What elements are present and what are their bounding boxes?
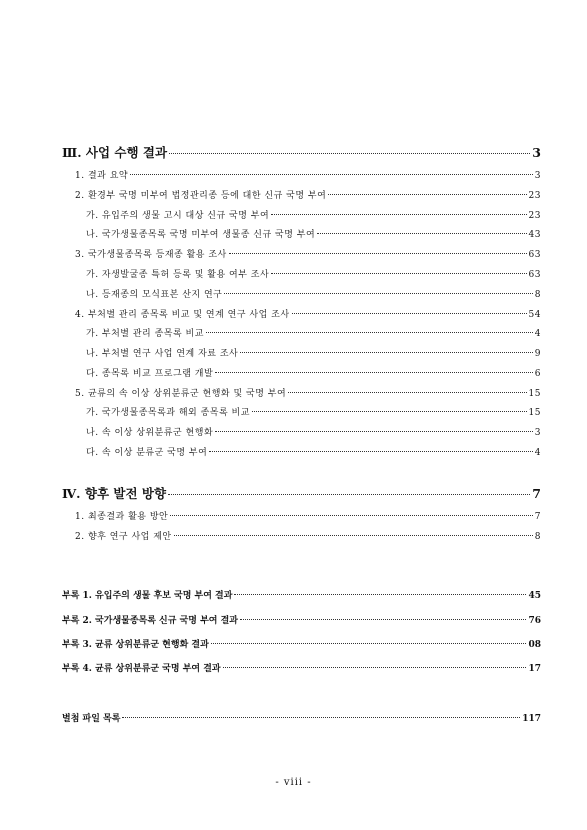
dot-leader xyxy=(271,273,526,274)
toc-subitem[interactable] xyxy=(86,287,541,300)
toc-item-label: 1. 결과 요약 xyxy=(75,171,129,181)
dot-leader xyxy=(223,667,527,668)
toc-page-number: 43 xyxy=(528,230,541,240)
toc-page-number: 4 xyxy=(534,329,541,339)
toc-page-number: 08 xyxy=(528,640,541,650)
toc-page-number: 15 xyxy=(528,408,541,418)
toc-page-number: 3 xyxy=(532,145,541,160)
toc-page-number: 3 xyxy=(534,171,541,181)
toc-section-3[interactable] xyxy=(62,143,541,161)
dot-leader xyxy=(170,515,533,516)
toc-page-number: 7 xyxy=(532,486,541,501)
toc-page-number: 76 xyxy=(528,616,541,626)
toc-section-title: Ⅲ. 사업 수행 결과 xyxy=(62,145,168,160)
toc-appendix[interactable] xyxy=(62,637,541,650)
dot-leader xyxy=(240,352,533,353)
toc-page-number: 15 xyxy=(528,389,541,399)
toc-subitem[interactable] xyxy=(86,227,541,240)
toc-page-number: 9 xyxy=(534,349,541,359)
toc-page-number: 8 xyxy=(534,290,541,300)
toc-item[interactable] xyxy=(75,386,541,399)
toc-page-number: 63 xyxy=(528,270,541,280)
toc-item-label: 나. 속 이상 상위분류군 현행화 xyxy=(86,428,214,438)
toc-section-4[interactable] xyxy=(62,484,541,502)
toc-page-number: 63 xyxy=(528,250,541,260)
toc-page-number: 7 xyxy=(534,512,541,522)
toc-item-label: 부록 2. 국가생물종목록 신규 국명 부여 결과 xyxy=(62,616,238,626)
dot-leader xyxy=(224,293,532,294)
dot-leader xyxy=(240,619,526,620)
toc-item[interactable] xyxy=(75,509,541,522)
toc-page-number: 23 xyxy=(528,211,541,221)
dot-leader xyxy=(215,372,533,373)
toc-item[interactable] xyxy=(75,529,541,542)
toc-section-title: Ⅳ. 향후 발전 방향 xyxy=(62,486,167,501)
toc-subitem[interactable] xyxy=(86,346,541,359)
dot-leader xyxy=(206,332,533,333)
toc-page-number: 3 xyxy=(534,428,541,438)
toc-item-label: 나. 부처별 연구 사업 연계 자료 조사 xyxy=(86,349,239,359)
toc-item[interactable] xyxy=(75,307,541,320)
toc-item-label: 부록 4. 균류 상위분류군 국명 부여 결과 xyxy=(62,664,221,674)
toc-item-label: 가. 부처별 관리 종목록 비교 xyxy=(86,329,204,339)
dot-leader xyxy=(271,214,526,215)
dot-leader xyxy=(215,431,533,432)
toc-item-label: 다. 속 이상 분류군 국명 부여 xyxy=(86,448,208,458)
dot-leader xyxy=(211,643,527,644)
toc-page-number: 45 xyxy=(528,591,541,601)
toc-item-label: 부록 1. 유입주의 생물 후보 국명 부여 결과 xyxy=(62,591,233,601)
toc-item-label: 2. 환경부 국명 미부여 법정관리종 등에 대한 신규 국명 부여 xyxy=(75,191,327,201)
dot-leader xyxy=(317,233,526,234)
dot-leader xyxy=(174,535,533,536)
dot-leader xyxy=(234,594,526,595)
toc-subitem[interactable] xyxy=(86,208,541,221)
toc-subitem[interactable] xyxy=(86,366,541,379)
dot-leader xyxy=(209,451,532,452)
toc-subitem[interactable] xyxy=(86,425,541,438)
toc-item-label: 다. 종목록 비교 프로그램 개발 xyxy=(86,369,214,379)
toc-item-label: 나. 국가생물종목록 국명 미부여 생물종 신규 국명 부여 xyxy=(86,230,316,240)
toc-item-label: 부록 3. 균류 상위분류군 현행화 결과 xyxy=(62,640,209,650)
toc-page-number: 54 xyxy=(528,310,541,320)
toc-appendix[interactable] xyxy=(62,613,541,626)
toc-subitem[interactable] xyxy=(86,267,541,280)
toc-page-number: 23 xyxy=(528,191,541,201)
toc-subitem[interactable] xyxy=(86,326,541,339)
toc-page-number: 8 xyxy=(534,532,541,542)
toc-attachments[interactable] xyxy=(62,711,541,724)
dot-leader xyxy=(328,194,526,195)
toc-subitem[interactable] xyxy=(86,445,541,458)
toc-item[interactable] xyxy=(75,188,541,201)
toc-page-number: 117 xyxy=(522,714,541,724)
dot-leader xyxy=(168,494,530,495)
dot-leader xyxy=(169,153,530,154)
toc-item-label: 가. 유입주의 생물 고시 대상 신규 국명 부여 xyxy=(86,211,270,221)
toc-item-label: 2. 향후 연구 사업 제안 xyxy=(75,532,172,542)
toc-page-number: 6 xyxy=(534,369,541,379)
dot-leader xyxy=(252,411,527,412)
toc-item-label: 3. 국가생물종목록 등재종 활용 조사 xyxy=(75,250,227,260)
page-footer-number: - viii - xyxy=(275,777,312,788)
toc-item[interactable] xyxy=(75,247,541,260)
toc-item-label: 5. 균류의 속 이상 상위분류군 현행화 및 국명 부여 xyxy=(75,389,287,399)
toc-item-label: 4. 부처별 관리 종목록 비교 및 연계 연구 사업 조사 xyxy=(75,310,290,320)
toc-item[interactable] xyxy=(75,168,541,181)
toc-page-number: 4 xyxy=(534,448,541,458)
toc-item-label: 별첨 파일 목록 xyxy=(62,714,121,724)
toc-appendix[interactable] xyxy=(62,661,541,674)
dot-leader xyxy=(288,392,526,393)
dot-leader xyxy=(130,174,533,175)
dot-leader xyxy=(122,717,520,718)
dot-leader xyxy=(292,313,527,314)
toc-page-number: 17 xyxy=(528,664,541,674)
toc-appendix[interactable] xyxy=(62,588,541,601)
toc-item-label: 가. 자생발굴종 특허 등록 및 활용 여부 조사 xyxy=(86,270,270,280)
toc-item-label: 나. 등재종의 모식표본 산지 연구 xyxy=(86,290,223,300)
toc-subitem[interactable] xyxy=(86,405,541,418)
toc-item-label: 1. 최종결과 활용 방안 xyxy=(75,512,169,522)
toc-item-label: 가. 국가생물종목록과 해외 종목록 비교 xyxy=(86,408,250,418)
dot-leader xyxy=(229,253,527,254)
